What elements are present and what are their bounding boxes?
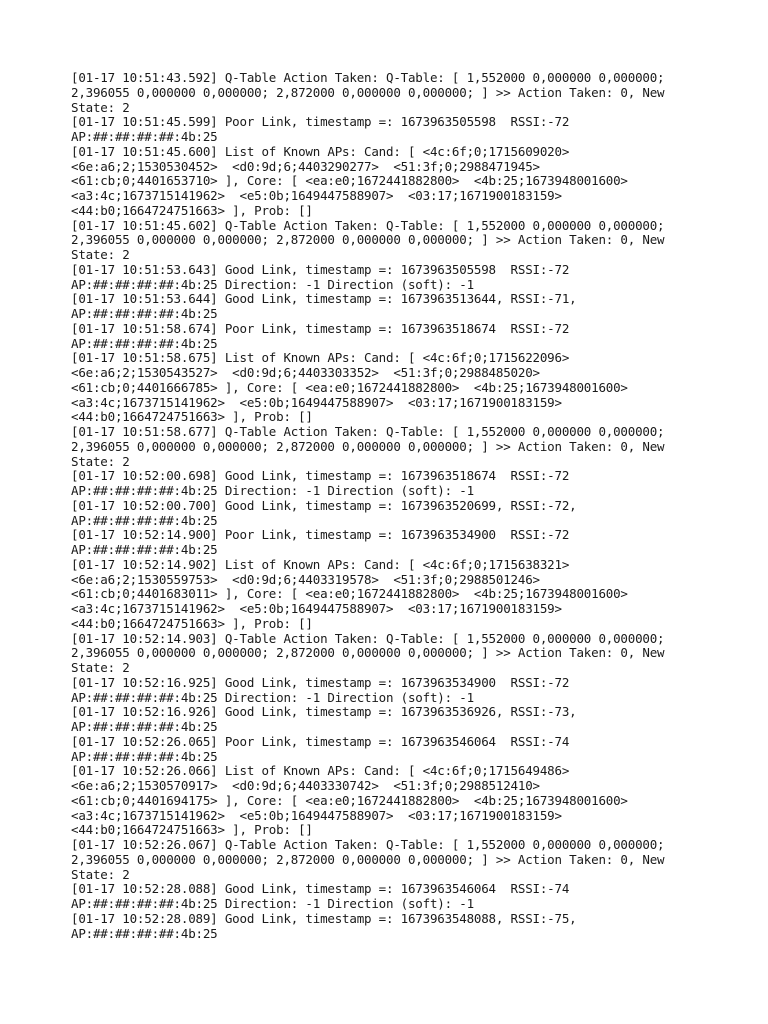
log-line: AP:##:##:##:##:4b:25 [71,335,218,351]
log-line: AP:##:##:##:##:4b:25 Direction: -1 Direction (soft): -1 [71,276,474,292]
log-line: [01-17 10:52:16.925] Good Link, timestamp =: 1673963534900 RSSI:-72 [71,674,570,690]
log-line: AP:##:##:##:##:4b:25 [71,748,218,764]
log-line: <6e:a6;2;1530530452> <d0:9d;6;4403290277> <51:3f;0;2988471945> [71,158,540,174]
log-line: <44:b0;1664724751663> ], Prob: [] [71,202,313,218]
log-line: <a3:4c;1673715141962> <e5:0b;1649447588907> <03:17;1671900183159> [71,394,562,410]
log-line: [01-17 10:52:28.089] Good Link, timestamp =: 1673963548088, RSSI:-75, [71,910,577,926]
log-line: <61:cb;0;4401694175> ], Core: [ <ea:e0;1672441882800> <4b:25;1673948001600> [71,792,628,808]
log-line: [01-17 10:51:53.643] Good Link, timestamp =: 1673963505598 RSSI:-72 [71,261,570,277]
log-line: <a3:4c;1673715141962> <e5:0b;1649447588907> <03:17;1671900183159> [71,188,562,203]
log-line: State: 2 [71,99,130,115]
log-line: AP:##:##:##:##:4b:25 [71,512,218,528]
log-line: [01-17 10:52:14.900] Poor Link, timestamp =: 1673963534900 RSSI:-72 [71,527,570,543]
log-line: [01-17 10:52:26.065] Poor Link, timestamp =: 1673963546064 RSSI:-74 [71,733,570,749]
log-text-block [71,71,701,941]
log-line: <a3:4c;1673715141962> <e5:0b;1649447588907> <03:17;1671900183159> [71,601,562,616]
log-line: AP:##:##:##:##:4b:25 [71,306,218,321]
log-line: AP:##:##:##:##:4b:25 [71,542,218,557]
log-line: <44:b0;1664724751663> ], Prob: [] [71,822,313,838]
log-line: [01-17 10:52:14.902] List of Known APs: Cand: [ <4c:6f;0;1715638321> [71,556,570,572]
log-line: [01-17 10:51:43.592] Q-Table Action Taken: Q-Table: [ 1,552000 0,000000 0,000000; [71,70,665,85]
log-line: AP:##:##:##:##:4b:25 Direction: -1 Direction (soft): -1 [71,483,474,498]
log-line: AP:##:##:##:##:4b:25 [71,719,218,734]
log-line: <61:cb;0;4401653710> ], Core: [ <ea:e0;1672441882800> <4b:25;1673948001600> [71,173,628,189]
log-line: [01-17 10:52:16.926] Good Link, timestamp =: 1673963536926, RSSI:-73, [71,704,577,720]
log-line: [01-17 10:52:26.067] Q-Table Action Taken: Q-Table: [ 1,552000 0,000000 0,000000; [71,837,665,852]
log-line: [01-17 10:52:26.066] List of Known APs: Cand: [ <4c:6f;0;1715649486> [71,763,570,779]
log-line: [01-17 10:51:58.677] Q-Table Action Taken: Q-Table: [ 1,552000 0,000000 0,000000; [71,424,665,439]
log-line: 2,396055 0,000000 0,000000; 2,872000 0,000000 0,000000; ] >> Action Taken: 0, New [71,851,665,867]
log-line: State: 2 [71,660,130,675]
log-line: [01-17 10:51:45.599] Poor Link, timestamp =: 1673963505598 RSSI:-72 [71,114,570,130]
log-line: [01-17 10:52:00.698] Good Link, timestamp =: 1673963518674 RSSI:-72 [71,468,570,484]
log-line: <6e:a6;2;1530570917> <d0:9d;6;4403330742> <51:3f;0;2988512410> [71,778,540,793]
log-line: <6e:a6;2;1530559753> <d0:9d;6;4403319578> <51:3f;0;2988501246> [71,571,540,587]
log-line: <a3:4c;1673715141962> <e5:0b;1649447588907> <03:17;1671900183159> [71,807,562,823]
log-line: <44:b0;1664724751663> ], Prob: [] [71,409,313,425]
log-line: AP:##:##:##:##:4b:25 Direction: -1 Direction (soft): -1 [71,689,474,705]
log-line: AP:##:##:##:##:4b:25 [71,925,218,941]
log-line: [01-17 10:51:58.674] Poor Link, timestamp =: 1673963518674 RSSI:-72 [71,320,570,336]
log-line: State: 2 [71,247,130,262]
log-line: <6e:a6;2;1530543527> <d0:9d;6;4403303352> <51:3f;0;2988485020> [71,365,540,380]
log-line: <61:cb;0;4401683011> ], Core: [ <ea:e0;1672441882800> <4b:25;1673948001600> [71,586,628,602]
log-line: AP:##:##:##:##:4b:25 [71,129,218,144]
log-line: <61:cb;0;4401666785> ], Core: [ <ea:e0;1672441882800> <4b:25;1673948001600> [71,379,628,395]
log-line: [01-17 10:51:58.675] List of Known APs: Cand: [ <4c:6f;0;1715622096> [71,350,570,366]
log-line: [01-17 10:52:14.903] Q-Table Action Taken: Q-Table: [ 1,552000 0,000000 0,000000; [71,630,665,646]
log-line: [01-17 10:52:00.700] Good Link, timestamp =: 1673963520699, RSSI:-72, [71,497,577,513]
log-line: [01-17 10:51:45.600] List of Known APs: Cand: [ <4c:6f;0;1715609020> [71,143,570,159]
log-line: 2,396055 0,000000 0,000000; 2,872000 0,000000 0,000000; ] >> Action Taken: 0, New [71,438,665,454]
log-line: 2,396055 0,000000 0,000000; 2,872000 0,000000 0,000000; ] >> Action Taken: 0, New [71,84,665,100]
log-line: <44:b0;1664724751663> ], Prob: [] [71,615,313,631]
log-line: State: 2 [71,453,130,469]
log-line: 2,396055 0,000000 0,000000; 2,872000 0,000000 0,000000; ] >> Action Taken: 0, New [71,645,665,661]
log-line: AP:##:##:##:##:4b:25 Direction: -1 Direction (soft): -1 [71,896,474,911]
log-line: [01-17 10:52:28.088] Good Link, timestamp =: 1673963546064 RSSI:-74 [71,881,570,897]
log-line: [01-17 10:51:45.602] Q-Table Action Taken: Q-Table: [ 1,552000 0,000000 0,000000; [71,217,665,233]
log-line: 2,396055 0,000000 0,000000; 2,872000 0,000000 0,000000; ] >> Action Taken: 0, New [71,232,665,248]
log-line: State: 2 [71,866,130,882]
log-line: [01-17 10:51:53.644] Good Link, timestamp =: 1673963513644, RSSI:-71, [71,291,577,307]
